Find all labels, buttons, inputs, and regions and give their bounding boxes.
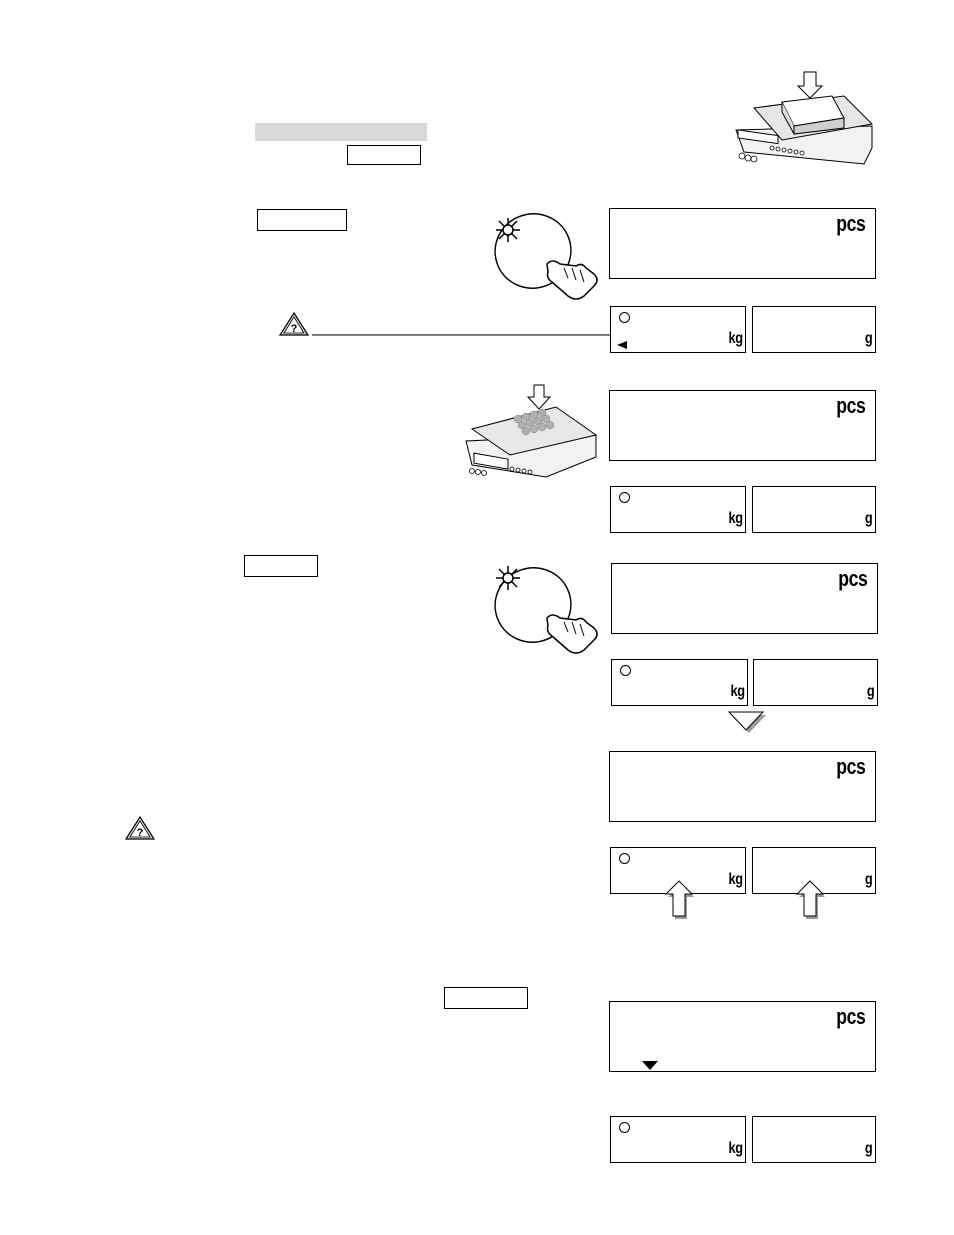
pcs-display-4 bbox=[609, 751, 876, 822]
g-display-1 bbox=[752, 306, 876, 353]
g-display-2 bbox=[752, 486, 876, 533]
stable-indicator-icon bbox=[619, 492, 630, 503]
pcs-display-1 bbox=[609, 208, 876, 279]
pcs-unit-label: pcs bbox=[835, 393, 865, 418]
up-arrow-icon bbox=[665, 880, 695, 920]
kg-unit-label: kg bbox=[728, 871, 743, 888]
pcs-unit-label: pcs bbox=[835, 1004, 865, 1029]
kg-display-3 bbox=[611, 659, 748, 706]
g-display-3 bbox=[753, 659, 878, 706]
up-arrow-icon bbox=[796, 880, 826, 920]
svg-text:?: ? bbox=[136, 827, 144, 839]
stable-indicator-icon bbox=[619, 1122, 630, 1133]
kg-display-1 bbox=[610, 306, 746, 353]
g-unit-label: g bbox=[864, 871, 872, 888]
scale-with-container-illustration bbox=[724, 68, 874, 168]
g-unit-label: g bbox=[864, 330, 872, 347]
kg-display-5 bbox=[610, 1116, 746, 1163]
pcs-display-3 bbox=[611, 563, 878, 634]
pointer-line bbox=[312, 328, 652, 342]
pcs-display-5 bbox=[609, 1001, 876, 1072]
key-box-4 bbox=[444, 987, 528, 1009]
g-unit-label: g bbox=[866, 683, 874, 700]
stable-indicator-icon bbox=[620, 665, 631, 676]
scale-with-samples-illustration bbox=[462, 385, 602, 480]
hand-press-icon bbox=[490, 208, 605, 303]
down-arrow-icon bbox=[728, 711, 768, 733]
kg-display-2 bbox=[610, 486, 746, 533]
caution-triangle-icon bbox=[125, 816, 155, 840]
kg-unit-label: kg bbox=[728, 330, 743, 347]
g-unit-label: g bbox=[864, 510, 872, 527]
g-display-5 bbox=[752, 1116, 876, 1163]
key-box-2 bbox=[257, 209, 347, 231]
indicator-triangle-icon bbox=[642, 1061, 658, 1070]
stable-indicator-icon bbox=[619, 312, 630, 323]
kg-unit-label: kg bbox=[728, 1140, 743, 1157]
pcs-display-2 bbox=[609, 390, 876, 461]
kg-unit-label: kg bbox=[730, 683, 745, 700]
svg-text:?: ? bbox=[290, 323, 298, 335]
stable-indicator-icon bbox=[619, 853, 630, 864]
key-box-1 bbox=[347, 145, 421, 165]
pcs-unit-label: pcs bbox=[835, 754, 865, 779]
caution-triangle-icon bbox=[279, 312, 309, 336]
zero-indicator-icon bbox=[617, 341, 627, 349]
key-box-3 bbox=[244, 555, 318, 577]
kg-unit-label: kg bbox=[728, 510, 743, 527]
pcs-unit-label: pcs bbox=[837, 566, 867, 591]
highlight-bar bbox=[255, 123, 427, 141]
g-unit-label: g bbox=[864, 1140, 872, 1157]
hand-press-icon bbox=[490, 562, 605, 657]
pcs-unit-label: pcs bbox=[835, 211, 865, 236]
